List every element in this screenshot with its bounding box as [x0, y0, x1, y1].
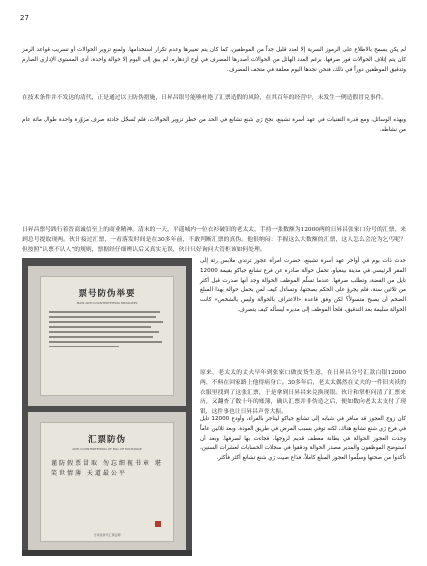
plaque-frame-top — [28, 266, 186, 406]
paragraph-chinese-2: 在技术条件并不发达的清代，正是通过以上防伪措施，日昇昌银号能够杜绝了汇票造假的风险，在其百年的经营中，未发生一例造假冒兑事件。 — [22, 95, 388, 101]
plaque-frame-bottom — [28, 412, 186, 552]
paragraph-chinese-7: 原来，老太太的丈夫早年到张家口做皮货生意，在日昇昌分号汇款白银12000两，不料在回家路上他得病身亡。30多年后，老太太偶然在丈夫的一件旧夹袄的衣服里找到了这张汇票，于是拿到日昇昌来兑换现银。伙计和掌柜问清了汇票来历，又翻查了数十年的账簿，确认汇票并非伪造之后，便如数向老太太支付了现银，这件事也让日昇昌声誉大振。 — [200, 370, 406, 416]
museum-photo — [22, 258, 192, 556]
plaque-caption: 日昇昌票号汇票密押 — [93, 533, 121, 537]
paragraph-arabic-1: لم يكن يسمح بالاطلاع على الرموز السرية إلا لعدد قليل جداً من الموظفين، كما كان يتم تغييرها وعدم تكرار استخدامها. ولمنع تزوير الحوالات أو تسريب قواعد الرمز كان يتم إتلاف الحوالات فور صرفها. برغم العدد الهائل من الحوالات أصدرها المصرف في أوج ازدهاره، لم يبق إلى اليوم إلا حوالة واحدة، أدى المستوى الإداري الصارم وتدقيق الموظفين دوراً في ذلك، فنحن نجدها اليوم معلقة في متحف المصرف. — [22, 47, 406, 73]
paragraph-arabic-3: وبهذه الوسائل، ومع قدرة التقنيات في عهد أسرة تشينغ، نجح رَي شنغ تشانغ في الحد من خطر تزوير الحوالات، فلم تُسجّل حادثة صرف مزوّرة واحدة طوال مائة عام من نشاطه. — [22, 117, 406, 133]
paragraph-arabic-6: حدث ذات يوم في أواخر عهد أسرة تشينغ، حضرت امرأة عجوز ترتدي ملابس رثة إلى المقر الرئيسي في مدينة بينغياو، تحمل حوالة صادرة عن فرع تشانغ جياكو بقيمة 12000 تايل من الفضة، وتطلب صرفها. عندما تسلّم الموظف الحوالة وجد أنها صدرت قبل أكثر من ثلاثين سنة، فلم يجرؤ على الحكم بصحتها، وتساءل كيف لمن يحمل حوالة بهذا المبلغ الضخم أن يصبح متسولاً؟ لكن وفق قاعدة «الاعتراف بالحوالة وليس بالشخص» كانت الحوالة سليمة بعد التدقيق، فلجأ الموظف إلى مديره ليسأله كيف يتصرف. — [200, 258, 406, 313]
plaque-title: 票号防伪举要 — [78, 289, 136, 299]
paragraph-arabic-8: كان زوج العجوز قد سافر في شبابه إلى تشانغ جياكو ليتاجر بالفراء، وأودع 12000 تايل في فرع رَي شنغ تشانغ هناك، لكنه توفي بسبب المرض في طريق العودة. وبعد ثلاثين عاماً وجدت العجوز الحوالة في بطانة معطف قديم لزوجها، فجاءت بها لصرفها. وبعد أن استوضح الموظفون والمدير مصدر الحوالة ودققوا في سجلات الحسابات لعشرات السنين، تأكدوا من صحتها وسلّموا العجوز المبلغ كاملاً، فذاع صيت رَي شنغ تشانغ أكثر فأكثر. — [200, 416, 406, 462]
plaque-bill-anti-counterfeit — [40, 422, 174, 542]
plaque-subtitle: ANTI-COUNTERFEITING OF BILL OF EXCHANGE — [72, 447, 142, 451]
plaque-text-lines — [49, 311, 165, 347]
page-number: 27 — [20, 14, 29, 22]
red-seal-icon — [155, 521, 161, 527]
plaque-anti-counterfeit-measures — [40, 276, 174, 396]
plaque-title: 汇票防伪 — [87, 435, 126, 445]
photo-floor — [22, 550, 192, 556]
plaque-calligraphy: 谨防假票冒取 勿忘细视书章 堪笑世情薄 天道最公平 — [51, 460, 163, 477]
paragraph-chinese-5: 日昇昌票号践行着晋商诚信至上的商业精神。清末的一天，平遥城内一位衣衫破旧的老太太，手持一张数额为12000两的日昇昌张家口分号的汇票，来到总号提取现两。伙计接过汇票，一看落发时间是在30多年前，不敢判断汇票的真伪。他很纳闷：手握这么大数额的汇票，这人怎么会沦为乞丐呢？但按照“认票不认人”的规则，票据经仔细辨认后又真实无误，伙计只好询问大管柜该如何处理。 — [22, 227, 406, 253]
plaque-subtitle: MAIN ANTI-COUNTERFEITING MEASURES — [76, 301, 138, 305]
